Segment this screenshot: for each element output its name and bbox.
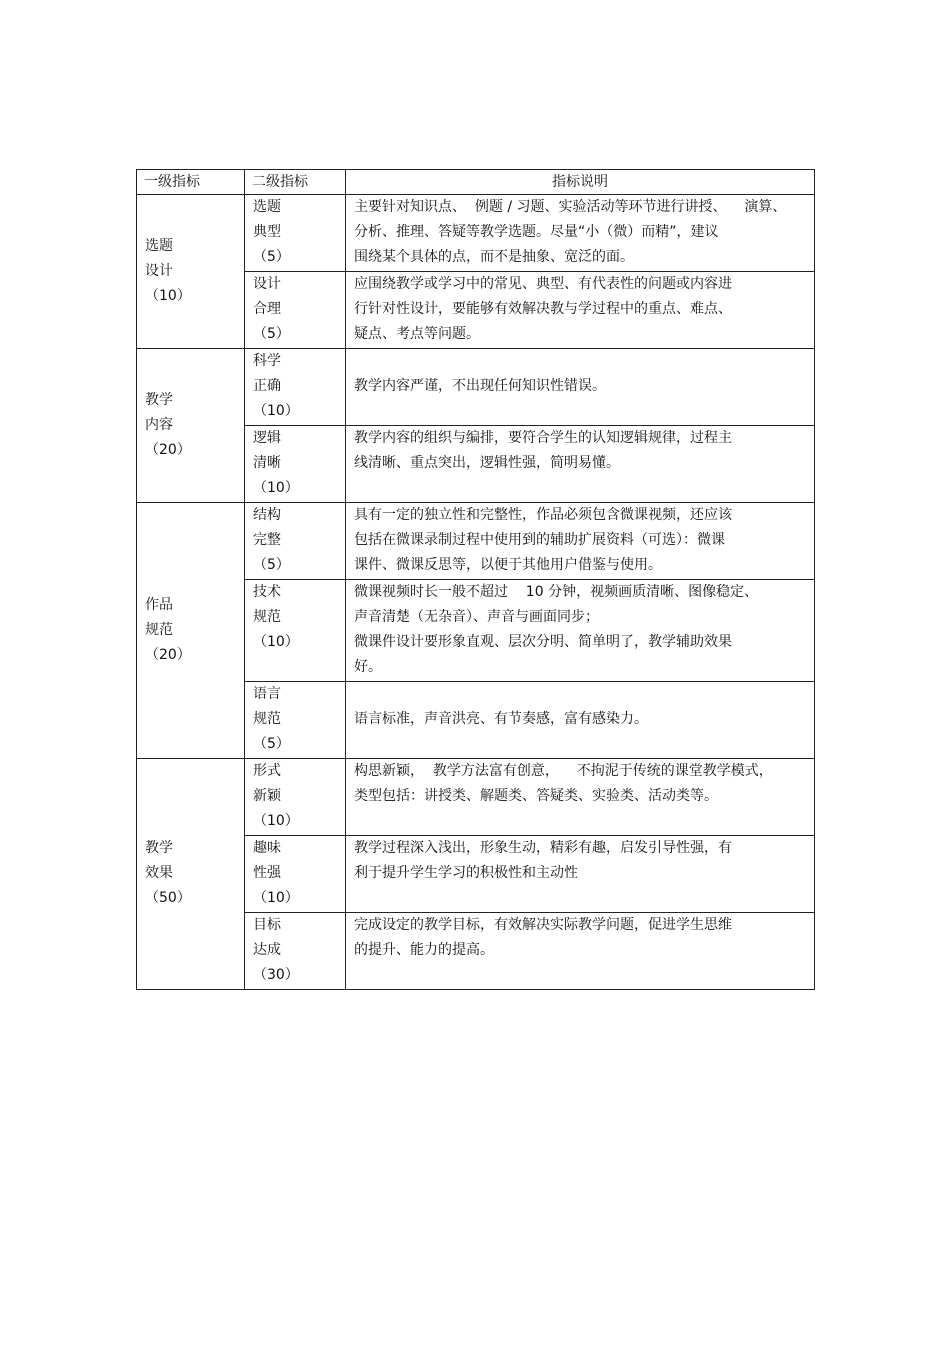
description-text-line: 应围绕教学或学习中的常见、典型、有代表性的问题或内容进 (354, 276, 732, 292)
description-text-line: 疑点、考点等问题。 (354, 326, 480, 342)
level2-label-line: （10） (253, 634, 299, 650)
level1-cell (137, 503, 245, 759)
level2-label-line: 语言 (253, 686, 281, 702)
description-text-line: 语言标准，声音洪亮、有节奏感，富有感染力。 (354, 711, 648, 727)
level2-cell (245, 503, 346, 580)
description-text-line: 分析、推理、答疑等教学选题。尽量“小（微）而精”，建议 (354, 224, 719, 240)
evaluation-rubric-table (136, 169, 815, 990)
description-text-line: 教学过程深入浅出，形象生动，精彩有趣，启发引导性强，有 (354, 840, 732, 856)
level2-label-line: 正确 (253, 378, 281, 394)
description-text (346, 682, 814, 733)
header-level2-label: 二级指标 (252, 174, 308, 190)
level2-label-line: （5） (253, 557, 290, 573)
description-cell (346, 913, 815, 990)
description-cell (346, 195, 815, 272)
table-row (137, 195, 815, 272)
level1-label-line: 选题 (145, 237, 173, 254)
level2-label (245, 503, 345, 579)
description-text-line: 微课件设计要形象直观、层次分明、简单明了，教学辅助效果 (354, 634, 732, 650)
level2-cell (245, 580, 346, 682)
description-text-line: 好。 (354, 659, 382, 675)
level2-label-line: （10） (253, 403, 299, 419)
level2-label-line: 清晰 (253, 455, 281, 471)
level1-label-line: 效果 (145, 865, 173, 881)
level2-label-line: （5） (253, 326, 290, 342)
description-text-line: 教学内容严谨，不出现任何知识性错误。 (354, 378, 606, 394)
level2-label-line: 技术 (253, 584, 281, 600)
level2-label-line: （10） (253, 890, 299, 906)
level2-label-line: 规范 (253, 609, 281, 625)
level2-cell (245, 426, 346, 503)
description-cell (346, 349, 815, 426)
header-cell-description (346, 170, 815, 195)
description-cell (346, 272, 815, 349)
level1-label-line: （10） (145, 287, 191, 304)
level1-label (137, 593, 244, 669)
level2-cell (245, 836, 346, 913)
level2-label (245, 913, 345, 989)
level1-label-line: 教学 (145, 840, 173, 856)
description-text (346, 195, 814, 271)
level2-label-line: （5） (253, 249, 290, 265)
description-text-line: 完成设定的教学目标，有效解决实际教学问题，促进学生思维 (354, 917, 732, 933)
description-text-line: 主要针对知识点、 例题 / 习题、实验活动等环节进行讲授、 演算、 (354, 199, 787, 215)
description-text-line (354, 683, 814, 708)
description-text (346, 913, 814, 964)
table-row (137, 759, 815, 836)
header-cell-level1 (137, 170, 245, 195)
description-text-line: 包括在微课录制过程中使用到的辅助扩展资料（可选）：微课 (354, 532, 725, 548)
description-text-line: 行针对性设计，要能够有效解决教与学过程中的重点、难点、 (354, 301, 732, 317)
level2-label (245, 580, 345, 656)
level2-cell (245, 349, 346, 426)
level1-label (137, 836, 244, 912)
level2-cell (245, 913, 346, 990)
level2-label-line: 新颖 (253, 788, 281, 804)
level1-label (137, 388, 244, 464)
description-text-line: 微课视频时长一般不超过 10 分钟，视频画质清晰、图像稳定、 (354, 584, 759, 600)
level2-label-line: 趣味 (253, 840, 281, 856)
description-text-line: 类型包括：讲授类、解题类、答疑类、实验类、活动类等。 (354, 788, 718, 804)
header-cell-level2 (245, 170, 346, 195)
level2-label (245, 195, 345, 271)
description-text-line: 具有一定的独立性和完整性，作品必须包含微课视频，还应该 (354, 507, 732, 523)
level2-label (245, 349, 345, 425)
description-text-line: 声音清楚（无杂音）、声音与画面同步； (354, 609, 599, 625)
level2-label-line: 目标 (253, 917, 281, 933)
level1-label-line: （20） (145, 441, 191, 458)
header-description-label: 指标说明 (552, 174, 608, 190)
description-text-line (354, 350, 814, 375)
description-cell (346, 836, 815, 913)
level2-label (245, 682, 345, 758)
level1-label-line: 教学 (145, 391, 173, 408)
level2-cell (245, 195, 346, 272)
description-text (346, 836, 814, 887)
description-cell (346, 426, 815, 503)
level2-label-line: （10） (253, 480, 299, 496)
description-text (346, 272, 814, 348)
level1-cell (137, 195, 245, 349)
description-text-line: 围绕某个具体的点，而不是抽象、宽泛的面。 (354, 249, 634, 265)
description-cell (346, 682, 815, 759)
level2-label (245, 759, 345, 835)
description-cell (346, 503, 815, 580)
description-text-line: 利于提升学生学习的积极性和主动性 (354, 865, 578, 881)
table-row (137, 349, 815, 426)
level2-label-line: 规范 (253, 711, 281, 727)
description-text (346, 426, 814, 477)
description-text (346, 580, 814, 681)
description-text (346, 759, 814, 810)
level2-label (245, 272, 345, 348)
level2-label-line: 完整 (253, 532, 281, 548)
level2-label-line: （30） (253, 967, 299, 983)
level1-label-line: 规范 (145, 621, 173, 638)
level1-label (137, 234, 244, 310)
level2-label (245, 836, 345, 912)
level2-label-line: 典型 (253, 224, 281, 240)
description-cell (346, 759, 815, 836)
level2-label-line: 形式 (253, 763, 281, 779)
description-text-line: 构思新颖， 教学方法富有创意， 不拘泥于传统的课堂教学模式， (354, 763, 773, 779)
description-text (346, 503, 814, 579)
description-text-line: 课件、微课反思等，以便于其他用户借鉴与使用。 (354, 557, 662, 573)
level2-label-line: 达成 (253, 942, 281, 958)
description-text-line: 教学内容的组织与编排，要符合学生的认知逻辑规律，过程主 (354, 430, 732, 446)
level2-label (245, 426, 345, 502)
level1-label-line: （20） (145, 646, 191, 663)
level2-label-line: （5） (253, 736, 290, 752)
level2-label-line: 科学 (253, 353, 281, 369)
level2-label-line: 性强 (253, 865, 281, 881)
table-header-row (137, 170, 815, 195)
level1-label-line: 内容 (145, 416, 173, 433)
level2-cell (245, 272, 346, 349)
level2-label-line: （10） (253, 813, 299, 829)
level1-label-line: 作品 (145, 596, 173, 613)
level2-label-line: 设计 (253, 276, 281, 292)
level1-label-line: 设计 (145, 262, 173, 279)
level1-cell (137, 349, 245, 503)
description-cell (346, 580, 815, 682)
level2-label-line: 选题 (253, 199, 281, 215)
level2-label-line: 合理 (253, 301, 281, 317)
level1-label-line: （50） (145, 890, 191, 906)
level2-cell (245, 682, 346, 759)
table-row (137, 503, 815, 580)
level2-cell (245, 759, 346, 836)
description-text-line: 线清晰、重点突出，逻辑性强，简明易懂。 (354, 455, 620, 471)
description-text-line: 的提升、能力的提高。 (354, 942, 494, 958)
level1-cell (137, 759, 245, 990)
level2-label-line: 逻辑 (253, 430, 281, 446)
level2-label-line: 结构 (253, 507, 281, 523)
description-text (346, 349, 814, 400)
header-level1-label: 一级指标 (144, 174, 200, 190)
